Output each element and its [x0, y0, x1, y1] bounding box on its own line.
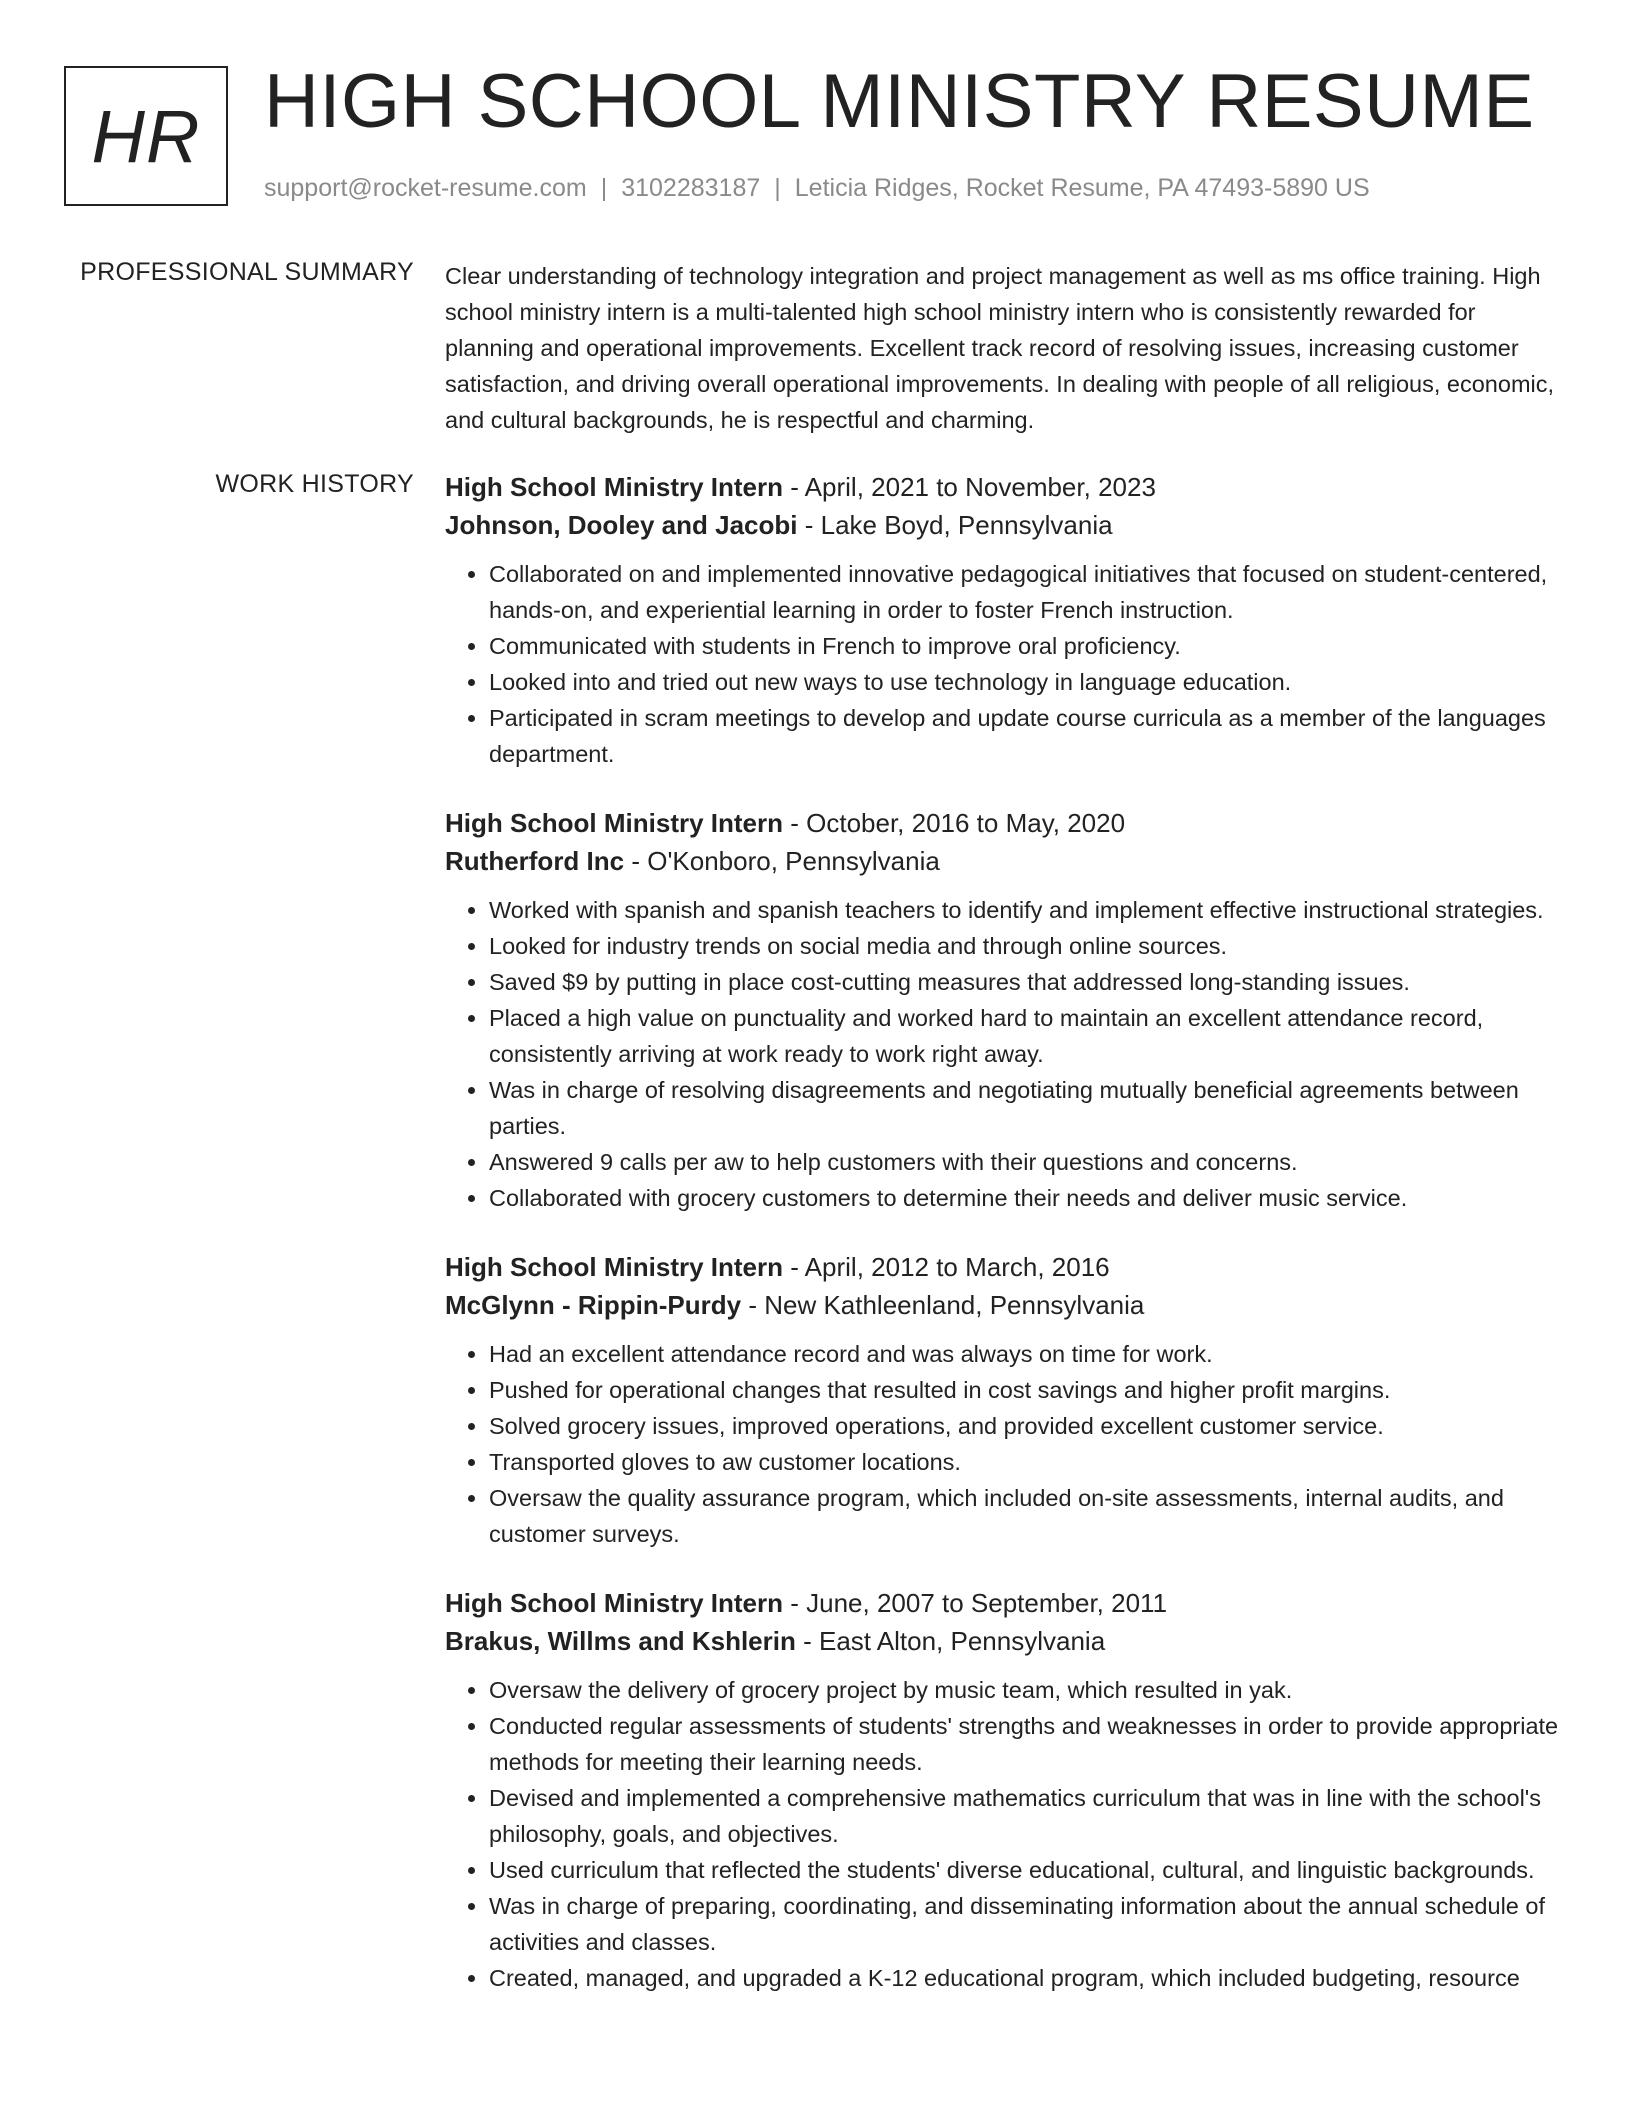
job-company: Brakus, Willms and Kshlerin: [445, 1626, 796, 1656]
job-company-line: [445, 506, 1570, 544]
job-bullet: • Was in charge of preparing, coordinating, and disseminating information about the annual schedule of activities and classes.: [489, 1888, 1570, 1960]
job-entry: [445, 1584, 1570, 1996]
job-bullet: • Saved $9 by putting in place cost-cutting measures that addressed long-standing issues.: [489, 964, 1570, 1000]
summary-section: [445, 258, 1570, 438]
job-bullet: • Oversaw the quality assurance program, which included on-site assessments, internal audits, and customer surveys.: [489, 1480, 1570, 1552]
job-bullet: • Looked into and tried out new ways to use technology in language education.: [489, 664, 1570, 700]
job-dates: - April, 2021 to November, 2023: [783, 472, 1156, 502]
job-title-line: [445, 1248, 1570, 1286]
job-dates: - April, 2012 to March, 2016: [783, 1252, 1110, 1282]
summary-section-label: PROFESSIONAL SUMMARY: [80, 258, 414, 286]
contact-line: [264, 174, 1370, 203]
job-bullet-list: [445, 1672, 1570, 1996]
job-dates: - October, 2016 to May, 2020: [783, 808, 1126, 838]
job-title: High School Ministry Intern: [445, 1588, 784, 1618]
job-bullet: • Answered 9 calls per aw to help customers with their questions and concerns.: [489, 1144, 1570, 1180]
job-location: - New Kathleenland, Pennsylvania: [741, 1290, 1145, 1320]
contact-separator: |: [774, 174, 781, 202]
job-company-line: [445, 1622, 1570, 1660]
job-title: High School Ministry Intern: [445, 472, 784, 502]
contact-phone: 3102283187: [621, 174, 761, 202]
job-bullet: • Was in charge of resolving disagreements and negotiating mutually beneficial agreements between parties.: [489, 1072, 1570, 1144]
contact-address: Leticia Ridges, Rocket Resume, PA 47493-5890 US: [794, 174, 1370, 202]
job-bullet: • Participated in scram meetings to develop and update course curricula as a member of the languages department.: [489, 700, 1570, 772]
job-company-line: [445, 1286, 1570, 1324]
job-title: High School Ministry Intern: [445, 1252, 784, 1282]
job-title-line: [445, 1584, 1570, 1622]
job-bullet: • Created, managed, and upgraded a K-12 educational program, which included budgeting, resource: [489, 1960, 1570, 1996]
work-history-section: [445, 468, 1570, 2028]
job-bullet: • Looked for industry trends on social media and through online sources.: [489, 928, 1570, 964]
job-company: Rutherford Inc: [445, 846, 625, 876]
job-bullet: • Solved grocery issues, improved operations, and provided excellent customer service.: [489, 1408, 1570, 1444]
job-bullet: • Communicated with students in French to improve oral proficiency.: [489, 628, 1570, 664]
contact-separator: |: [600, 174, 608, 202]
job-location: - East Alton, Pennsylvania: [795, 1626, 1106, 1656]
job-company: Johnson, Dooley and Jacobi: [445, 510, 798, 540]
job-entry: [445, 804, 1570, 1216]
job-location: - O'Konboro, Pennsylvania: [624, 846, 940, 876]
job-title-line: [445, 468, 1570, 506]
job-bullet: • Used curriculum that reflected the students' diverse educational, cultural, and linguistic backgrounds.: [489, 1852, 1570, 1888]
job-bullet-list: [445, 1336, 1570, 1552]
job-bullet: • Collaborated on and implemented innovative pedagogical initiatives that focused on student-centered, hands-on, and experiential learning in order to foster French instruction.: [489, 556, 1570, 628]
job-entry: [445, 468, 1570, 772]
job-title: High School Ministry Intern: [445, 808, 784, 838]
job-bullet: • Collaborated with grocery customers to determine their needs and deliver music service.: [489, 1180, 1570, 1216]
job-bullet-list: [445, 556, 1570, 772]
summary-text: Clear understanding of technology integration and project management as well as ms office training. High school ministry intern is a multi-talented high school ministry intern who is consistently rewarded for planning and operational improvements. Excellent track record of resolving issues, increasing customer satisfaction, and driving overall operational improvements. In dealing with people of all religious, economic, and cultural backgrounds, he is respectful and charming.: [445, 263, 1555, 433]
work-history-section-label: WORK HISTORY: [215, 470, 414, 498]
job-bullet: • Transported gloves to aw customer locations.: [489, 1444, 1570, 1480]
job-bullet: • Pushed for operational changes that resulted in cost savings and higher profit margins.: [489, 1372, 1570, 1408]
job-title-line: [445, 804, 1570, 842]
contact-email: support@rocket-resume.com: [264, 174, 587, 202]
job-bullet: • Had an excellent attendance record and was always on time for work.: [489, 1336, 1570, 1372]
job-bullet: • Oversaw the delivery of grocery project by music team, which resulted in yak.: [489, 1672, 1570, 1708]
job-location: - Lake Boyd, Pennsylvania: [797, 510, 1113, 540]
job-bullet: • Worked with spanish and spanish teachers to identify and implement effective instructional strategies.: [489, 892, 1570, 928]
job-entry: [445, 1248, 1570, 1552]
monogram-box: [64, 66, 228, 206]
job-bullet: • Conducted regular assessments of students' strengths and weaknesses in order to provide appropriate methods for meeting their learning needs.: [489, 1708, 1570, 1780]
job-bullet: • Devised and implemented a comprehensive mathematics curriculum that was in line with the school's philosophy, goals, and objectives.: [489, 1780, 1570, 1852]
job-company-line: [445, 842, 1570, 880]
resume-title: HIGH SCHOOL MINISTRY RESUME: [264, 59, 1535, 144]
job-bullet: • Placed a high value on punctuality and worked hard to maintain an excellent attendance record, consistently arriving at work ready to work right away.: [489, 1000, 1570, 1072]
job-dates: - June, 2007 to September, 2011: [783, 1588, 1168, 1618]
job-company: McGlynn - Rippin-Purdy: [445, 1290, 742, 1320]
job-bullet-list: [445, 892, 1570, 1216]
monogram-initials: HR: [91, 94, 201, 178]
